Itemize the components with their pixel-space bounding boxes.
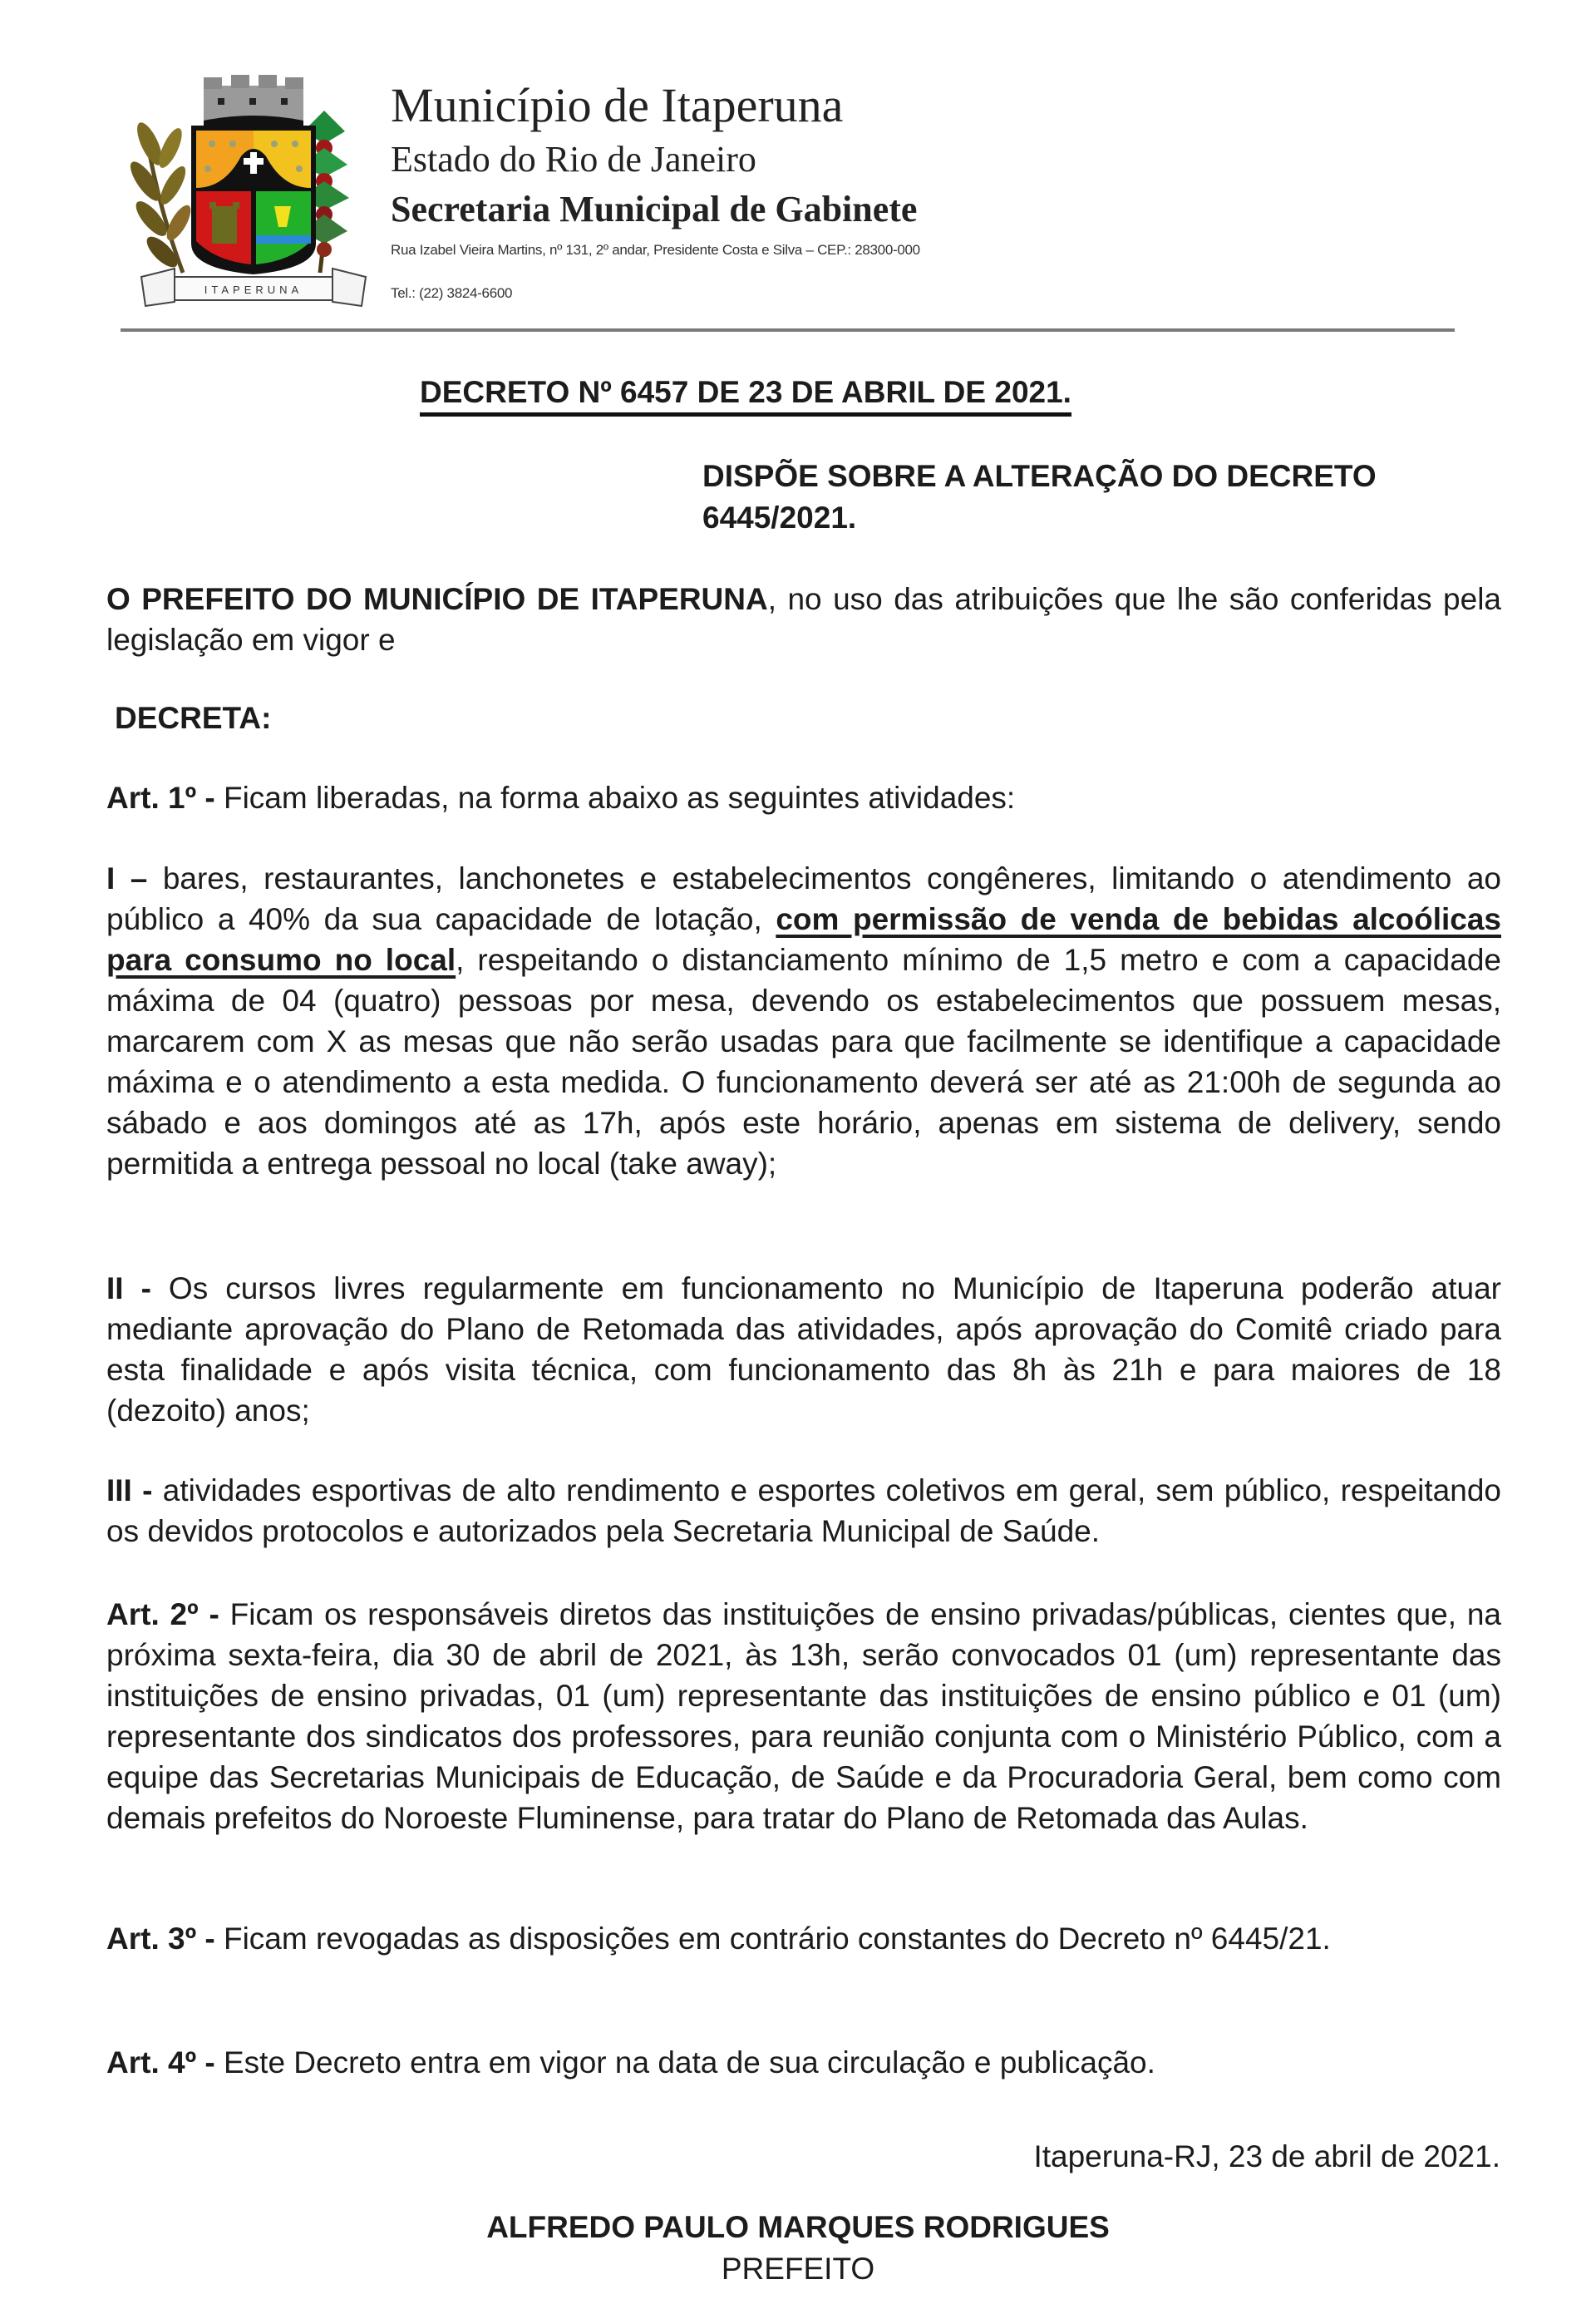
item-1-highlight: com permissão de venda de bebidas alcoólicas para consumo no local	[106, 902, 1501, 977]
article-2-label: Art. 2º -	[106, 1597, 219, 1631]
place-and-date: Itaperuna-RJ, 23 de abril de 2021.	[1033, 2139, 1500, 2173]
municipality-name: Município de Itaperuna	[391, 78, 844, 132]
crest-banner-text: ITAPERUNA	[204, 284, 303, 296]
letterhead	[391, 76, 920, 306]
secretariat-name: Secretaria Municipal de Gabinete	[391, 189, 918, 229]
item-1	[106, 858, 1501, 1184]
preamble	[106, 579, 1501, 660]
article-3	[106, 1918, 1501, 1959]
header-divider	[121, 328, 1455, 332]
item-3	[106, 1470, 1501, 1552]
signer-role: PREFEITO	[721, 2252, 875, 2286]
preamble-text: , no uso das atribuições que lhe são conferidas pela legislação em vigor e	[106, 582, 1501, 657]
item-3-text: atividades esportivas de alto rendimento e esportes coletivos em geral, sem público, respeitando os devidos protocolos e autorizados pela Secretaria Municipal de Saúde.	[106, 1473, 1501, 1548]
municipal-coat-of-arms-icon	[125, 65, 382, 314]
item-1-text-before: bares, restaurantes, lanchonetes e estabelecimentos congêneres, limitando o atendimento ao público a 40% da sua capacidade de lotação,	[106, 861, 1501, 936]
decreta-heading: DECRETA:	[115, 701, 272, 735]
article-4	[106, 2042, 1501, 2083]
preamble-bold: O PREFEITO DO MUNICÍPIO DE ITAPERUNA	[106, 582, 768, 616]
decree-subject: DISPÕE SOBRE A ALTERAÇÃO DO DECRETO 6445/2021.	[702, 459, 1377, 535]
article-1-text: Ficam liberadas, na forma abaixo as seguintes atividades:	[214, 781, 1016, 815]
article-2-text: Ficam os responsáveis diretos das instituições de ensino privadas/públicas, cientes que, na próxima sexta-feira, dia 30 de abril de 2021, às 13h, serão convocados 01 (um) representante das instituições de ensino privadas, 01 (um) representante das instituições de ensino público e 01 (um) representante dos sindicatos dos professores, para reunião conjunta com o Ministério Público, com a equipe das Secretarias Municipais de Educação, de Saúde e da Procuradoria Geral, bem como com demais prefeitos do Noroeste Fluminense, para tratar do Plano de Retomada das Aulas.	[106, 1597, 1501, 1835]
item-3-label: III -	[106, 1473, 153, 1507]
mural-crown-icon	[204, 75, 303, 126]
article-4-label: Art. 4º -	[106, 2045, 215, 2079]
address: Rua Izabel Vieira Martins, nº 131, 2º andar, Presidente Costa e Silva – CEP.: 28300-000	[391, 242, 920, 258]
article-3-text: Ficam revogadas as disposições em contrário constantes do Decreto nº 6445/21.	[214, 1922, 1331, 1956]
article-1-label: Art. 1º -	[106, 781, 215, 815]
item-1-label: I –	[106, 861, 148, 895]
item-1-text-after: , respeitando o distanciamento mínimo de 1,5 metro e com a capacidade máxima de 04 (quatro) pessoas por mesa, devendo os estabelecimentos que possuem mesas, marcarem com X as mesas que não serão usadas para que facilmente se identifique a capacidade máxima e o atendimento a esta medida. O funcionamento deverá ser até as 21:00h de segunda ao sábado e aos domingos até as 17h, após este horário, apenas em sistema de delivery, sendo permitida a entrega pessoal no local (take away);	[106, 943, 1501, 1181]
decree-title: DECRETO Nº 6457 DE 23 DE ABRIL DE 2021.	[420, 372, 1071, 417]
signer-name: ALFREDO PAULO MARQUES RODRIGUES	[486, 2210, 1110, 2244]
shield-icon	[191, 126, 316, 274]
article-4-text: Este Decreto entra em vigor na data de sua circulação e publicação.	[214, 2045, 1155, 2079]
item-2	[106, 1268, 1501, 1431]
article-1	[106, 777, 1501, 818]
article-3-label: Art. 3º -	[106, 1922, 215, 1956]
article-2	[106, 1594, 1501, 1838]
state-name: Estado do Rio de Janeiro	[391, 139, 756, 180]
item-2-text: Os cursos livres regularmente em funcionamento no Município de Itaperuna poderão atuar mediante aprovação do Plano de Retomada das atividades, após aprovação do Comitê criado para esta finalidade e após visita técnica, com funcionamento das 8h às 21h e para maiores de 18 (dezoito) anos;	[106, 1271, 1501, 1428]
item-2-label: II -	[106, 1271, 151, 1305]
phone: Tel.: (22) 3824-6600	[391, 285, 513, 301]
laurel-branch-left-icon	[126, 119, 195, 273]
